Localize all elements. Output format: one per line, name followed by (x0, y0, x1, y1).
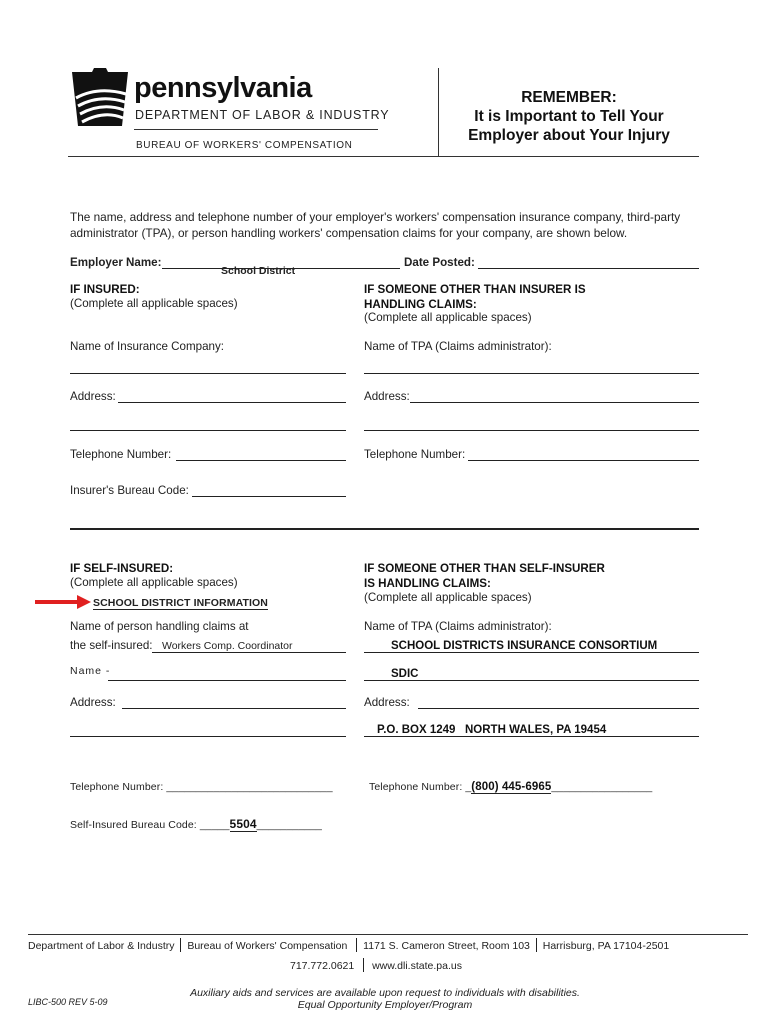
footer-separator (356, 938, 357, 952)
claims-person-line[interactable] (152, 652, 346, 653)
self-address-label: Address: (70, 696, 116, 709)
footer-aux-text (170, 987, 600, 1011)
tpa-self-heading-2: IS HANDLING CLAIMS: (364, 577, 491, 590)
bureau-name: BUREAU OF WORKERS' COMPENSATION (136, 140, 353, 151)
tpa-self-address-label: Address: (364, 696, 410, 709)
insured-heading: IF INSURED: (70, 283, 140, 296)
insurer-address-line-1[interactable] (118, 402, 346, 403)
claims-person-label-1: Name of person handling claims at (70, 620, 249, 633)
claims-person-value: Workers Comp. Coordinator (162, 640, 293, 652)
tpa-self-subheading: (Complete all applicable spaces) (364, 591, 532, 604)
tpa-phone-line[interactable] (468, 460, 699, 461)
claims-person-label-2: the self-insured: (70, 639, 153, 652)
self-address-line-1[interactable] (122, 708, 346, 709)
footer-line-2 (290, 958, 462, 972)
tpa-self-address-line-2[interactable] (364, 736, 699, 737)
intro-line-2: administrator (TPA), or person handling workers' compensation claims for your company, are shown below. (70, 226, 628, 240)
tpa-insured-heading (364, 282, 586, 312)
form-id: LIBC-500 REV 5-09 (28, 997, 108, 1007)
employer-name-label: Employer Name: (70, 256, 162, 269)
tpa-insured-heading-1: IF SOMEONE OTHER THAN INSURER IS (364, 283, 586, 296)
tpa-insured-subheading: (Complete all applicable spaces) (364, 311, 532, 324)
insurer-address-label: Address: (70, 390, 116, 403)
self-name-line[interactable] (108, 680, 346, 681)
tpa-self-abbrev-value: SDIC (391, 668, 419, 680)
self-phone-label: Telephone Number: ____________________________ (70, 781, 333, 793)
footer-rule (28, 934, 748, 935)
footer-aux-line-1: Auxiliary aids and services are available upon request to individuals with disabilities. (190, 987, 580, 999)
footer-aux-line-2: Equal Opportunity Employer/Program (297, 999, 473, 1011)
insured-subheading: (Complete all applicable spaces) (70, 297, 238, 310)
insurer-bureau-code-label: Insurer's Bureau Code: (70, 484, 189, 497)
tpa-self-phone-value: (800) 445-6965 (471, 781, 552, 793)
self-bureau-code-tail: ___________ (256, 819, 322, 831)
tpa-self-name-line[interactable] (364, 652, 699, 653)
remember-line-1: REMEMBER: (521, 89, 617, 106)
tpa-phone-label: Telephone Number: (364, 448, 466, 461)
self-name-label: Name - (70, 665, 111, 677)
tpa-insured-heading-2: HANDLING CLAIMS: (364, 298, 477, 311)
tpa-address-line-2[interactable] (364, 430, 699, 431)
header-bottom-rule (68, 156, 699, 157)
footer-website-link[interactable]: www.dli.state.pa.us (372, 960, 462, 972)
insurance-company-label: Name of Insurance Company: (70, 340, 225, 353)
self-bureau-code-label: Self-Insured Bureau Code: _____ (70, 819, 230, 831)
self-insured-heading: IF SELF-INSURED: (70, 562, 174, 575)
date-posted-label: Date Posted: (404, 256, 475, 269)
remember-line-3: Employer about Your Injury (468, 127, 670, 144)
self-address-line-2[interactable] (70, 736, 346, 737)
remember-notice (440, 88, 698, 145)
tpa-self-phone-label: Telephone Number: _ (369, 781, 472, 793)
tpa-self-address-value: P.O. BOX 1249 NORTH WALES, PA 19454 (377, 724, 607, 736)
tpa-self-address-line-1[interactable] (418, 708, 699, 709)
footer-street: 1171 S. Cameron Street, Room 103 (363, 940, 530, 952)
footer-separator (180, 938, 181, 952)
date-posted-line[interactable] (478, 268, 699, 269)
tpa-name-line[interactable] (364, 373, 699, 374)
section-divider (70, 528, 699, 530)
pa-logo (68, 68, 132, 128)
employer-name-value: School District (221, 265, 296, 277)
header-divider (438, 68, 439, 156)
footer-line-1 (28, 938, 669, 952)
intro-text (70, 209, 710, 241)
tpa-address-label: Address: (364, 390, 410, 403)
footer-city: Harrisburg, PA 17104-2501 (542, 940, 670, 952)
remember-line-2: It is Important to Tell Your (474, 108, 664, 125)
red-arrow-icon (35, 595, 91, 614)
tpa-self-phone (369, 781, 652, 793)
tpa-name-label: Name of TPA (Claims administrator): (364, 340, 552, 353)
self-insured-subheading: (Complete all applicable spaces) (70, 576, 238, 589)
keystone-icon (68, 68, 132, 128)
self-bureau-code-value: 5504 (229, 817, 257, 831)
footer-bureau: Bureau of Workers' Compensation (187, 940, 348, 952)
school-district-info-text: SCHOOL DISTRICT INFORMATION (93, 597, 268, 609)
tpa-self-name-value: SCHOOL DISTRICTS INSURANCE CONSORTIUM (391, 640, 658, 652)
footer-separator (536, 938, 537, 952)
intro-line-1: The name, address and telephone number of your employer's workers' compensation insurance company, third-party (70, 210, 681, 224)
tpa-address-line-1[interactable] (410, 402, 699, 403)
tpa-self-heading (364, 561, 605, 591)
footer-phone: 717.772.0621 (290, 960, 355, 972)
tpa-self-name-line-2[interactable] (364, 680, 699, 681)
insurer-address-line-2[interactable] (70, 430, 346, 431)
footer-department: Department of Labor & Industry (28, 940, 175, 952)
insurer-bureau-code-line[interactable] (192, 496, 346, 497)
self-bureau-code (70, 817, 322, 831)
footer-separator (363, 958, 364, 972)
tpa-self-name-label: Name of TPA (Claims administrator): (364, 620, 552, 633)
insurer-phone-line[interactable] (176, 460, 346, 461)
logo-wordmark: pennsylvania (134, 72, 312, 104)
school-district-info-note (93, 597, 268, 609)
header-rule-short (134, 129, 378, 130)
tpa-self-heading-1: IF SOMEONE OTHER THAN SELF-INSURER (364, 562, 605, 575)
tpa-self-phone-tail: _________________ (551, 781, 653, 793)
insurer-phone-label: Telephone Number: (70, 448, 172, 461)
department-name: DEPARTMENT OF LABOR & INDUSTRY (135, 108, 390, 122)
insurance-company-line[interactable] (70, 373, 346, 374)
